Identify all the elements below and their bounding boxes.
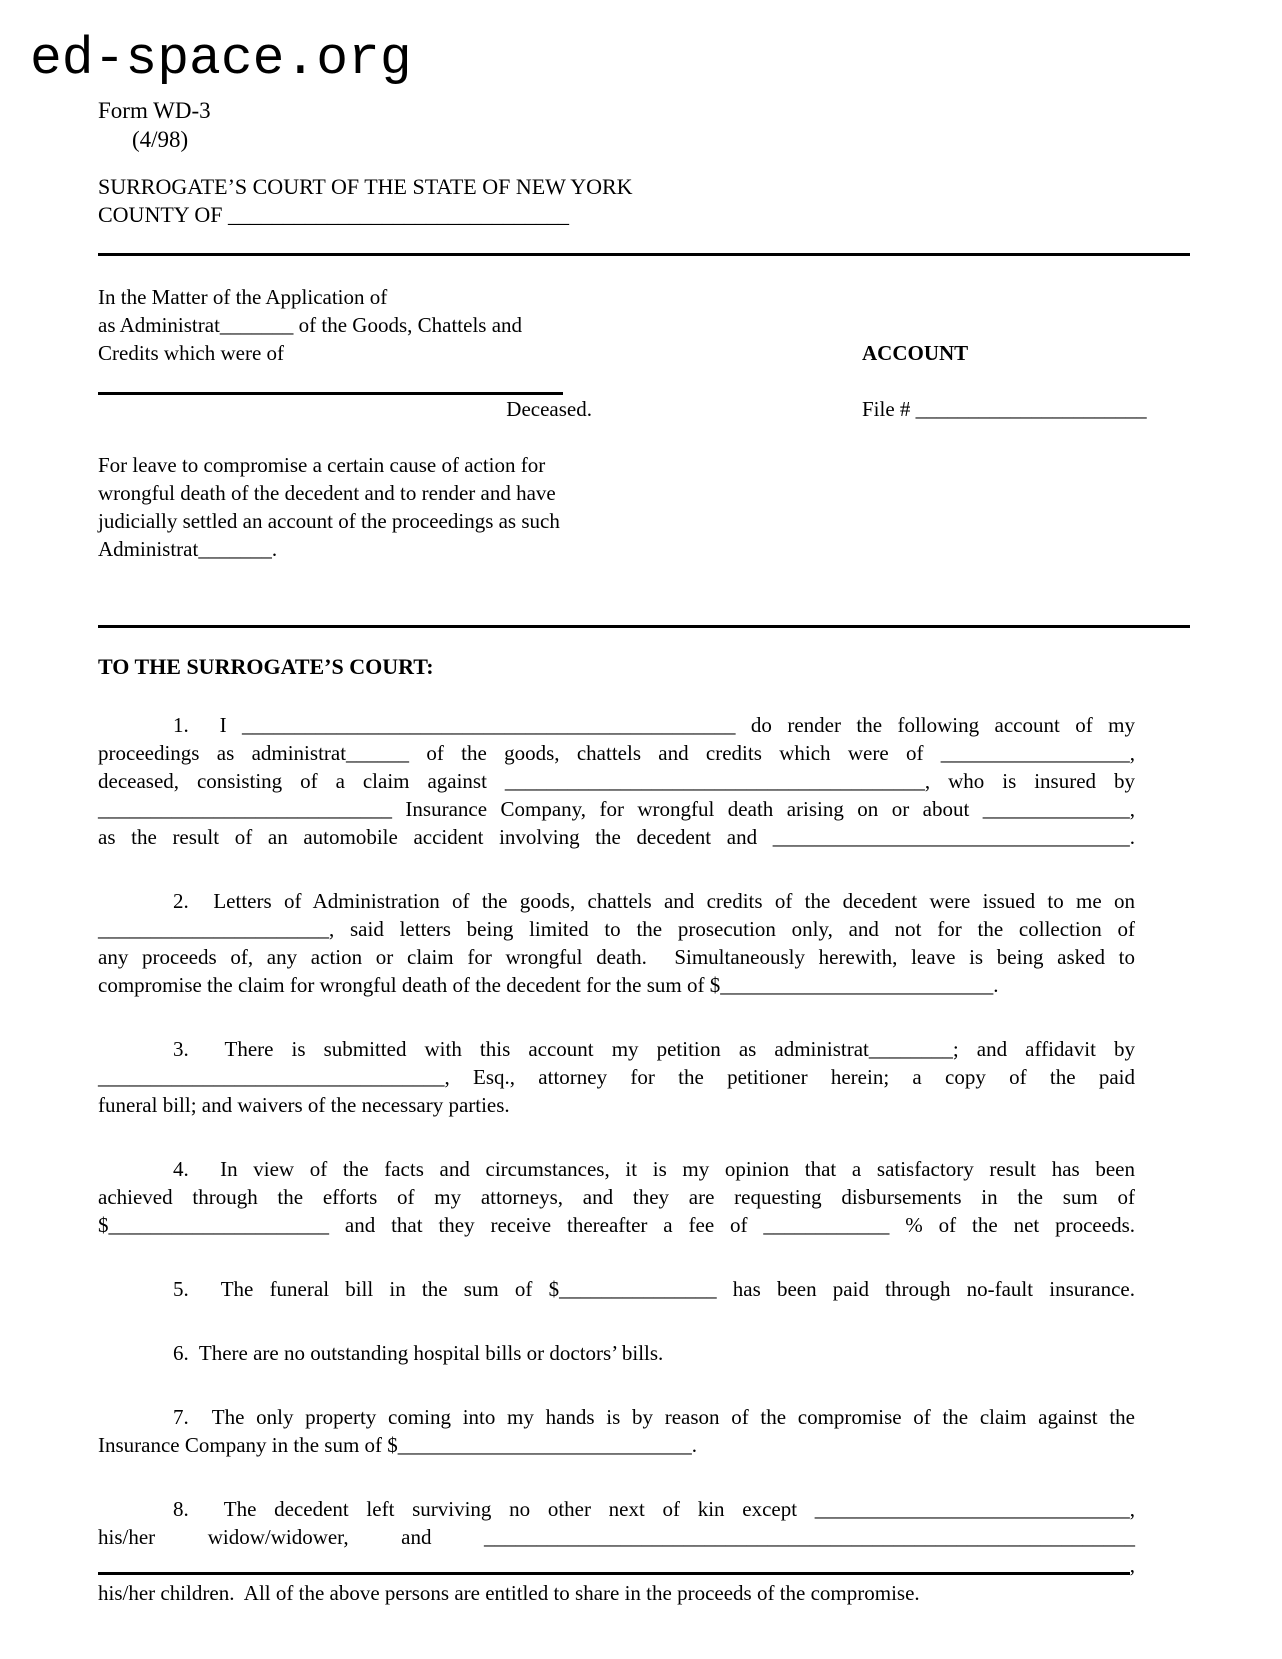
form-line: compromise the claim for wrongful death of the decedent for the sum of $__________________________. xyxy=(98,973,999,997)
paragraph-8 xyxy=(98,1495,1135,1607)
court-name-line: SURROGATE’S COURT OF THE STATE OF NEW YORK xyxy=(98,174,633,199)
paragraph-3 xyxy=(98,1035,1135,1119)
file-number-row xyxy=(862,395,1147,423)
form-line: his/her widow/widower, and ______________________________________________________________ xyxy=(98,1525,1135,1549)
form-line: 8. The decedent left surviving no other next of kin except ______________________________, xyxy=(173,1497,1135,1521)
file-number-label: File # xyxy=(862,397,911,421)
form-line: 1. I _______________________________________________ do render the following account of my xyxy=(173,713,1135,737)
form-line: funeral bill; and waivers of the necessary parties. xyxy=(98,1093,510,1117)
form-line: 2. Letters of Administration of the goods, chattels and credits of the decedent were issued to me on xyxy=(173,889,1135,913)
paragraph-1 xyxy=(98,711,1135,851)
form-line: deceased, consisting of a claim against ________________________________________, who is insured by xyxy=(98,769,1135,793)
form-line: 6. There are no outstanding hospital bills or doctors’ bills. xyxy=(173,1341,664,1365)
form-line: his/her children. All of the above persons are entitled to share in the proceeds of the compromise. xyxy=(98,1581,920,1605)
form-line: 7. The only property coming into my hands is by reason of the compromise of the claim against the xyxy=(173,1405,1135,1429)
matter-line: Credits which were of xyxy=(98,341,285,365)
form-line: 5. The funeral bill in the sum of $_______________ has been paid through no-fault insurance. xyxy=(173,1277,1135,1301)
purpose-line: For leave to compromise a certain cause of action for xyxy=(98,453,546,477)
form-line: proceedings as administrat______ of the goods, chattels and credits which were of __________________, xyxy=(98,741,1135,765)
divider-rule-middle xyxy=(98,625,1190,628)
decedent-name-blank xyxy=(98,367,563,395)
purpose-line: wrongful death of the decedent and to render and have xyxy=(98,481,556,505)
form-number: Form WD-3 xyxy=(98,98,211,123)
form-line: _________________________________, Esq., attorney for the petitioner herein; a copy of the paid xyxy=(98,1065,1135,1089)
form-line: as the result of an automobile accident involving the decedent and __________________________________. xyxy=(98,825,1135,849)
form-line: 4. In view of the facts and circumstances, it is my opinion that a satisfactory result has been xyxy=(173,1157,1135,1181)
paragraph-4 xyxy=(98,1155,1135,1239)
court-heading xyxy=(98,173,1135,229)
form-line: ______________________, said letters being limited to the prosecution only, and not for the collection of xyxy=(98,917,1135,941)
form-line: achieved through the efforts of my attorneys, and they are requesting disbursements in the sum of xyxy=(98,1185,1135,1209)
matter-line: as Administrat_______ of the Goods, Chattels and xyxy=(98,313,523,337)
matter-line: In the Matter of the Application of xyxy=(98,285,388,309)
caption-right-column xyxy=(862,339,1147,423)
county-label: COUNTY OF xyxy=(98,202,223,227)
blank-rule xyxy=(98,1551,1130,1575)
salutation-heading: TO THE SURROGATE’S COURT: xyxy=(98,654,434,679)
form-line: 3. There is submitted with this account my petition as administrat________; and affidavit by xyxy=(173,1037,1135,1061)
divider-rule-top xyxy=(98,253,1190,256)
deceased-label: Deceased. xyxy=(506,397,592,421)
form-line: Insurance Company in the sum of $____________________________. xyxy=(98,1433,698,1457)
purpose-line: judicially settled an account of the proceedings as such xyxy=(98,509,560,533)
form-line: ____________________________ Insurance Company, for wrongful death arising on or about ______________, xyxy=(98,797,1135,821)
purpose-line: Administrat_______. xyxy=(98,537,278,561)
form-version: (4/98) xyxy=(132,127,189,152)
caption-section xyxy=(98,283,1147,423)
long-blank-line xyxy=(98,1551,1135,1579)
paragraph-2 xyxy=(98,887,1135,999)
county-line xyxy=(98,201,1135,229)
paragraph-6 xyxy=(98,1339,1135,1367)
paragraph-7 xyxy=(98,1403,1135,1459)
purpose-section xyxy=(98,451,1135,563)
site-logo: ed-space.org xyxy=(30,29,412,89)
form-line: any proceeds of, any action or claim for wrongful death. Simultaneously herewith, leave is being asked to xyxy=(98,945,1135,969)
body-paragraphs xyxy=(98,711,1135,1607)
line-text: , xyxy=(1129,1553,1135,1577)
county-blank: _______________________________ xyxy=(227,202,569,227)
file-number-blank: ______________________ xyxy=(915,397,1147,421)
account-heading: ACCOUNT xyxy=(862,341,969,365)
form-line: $_____________________ and that they receive thereafter a fee of ____________ % of the net proceeds. xyxy=(98,1213,1135,1237)
paragraph-5 xyxy=(98,1275,1135,1303)
